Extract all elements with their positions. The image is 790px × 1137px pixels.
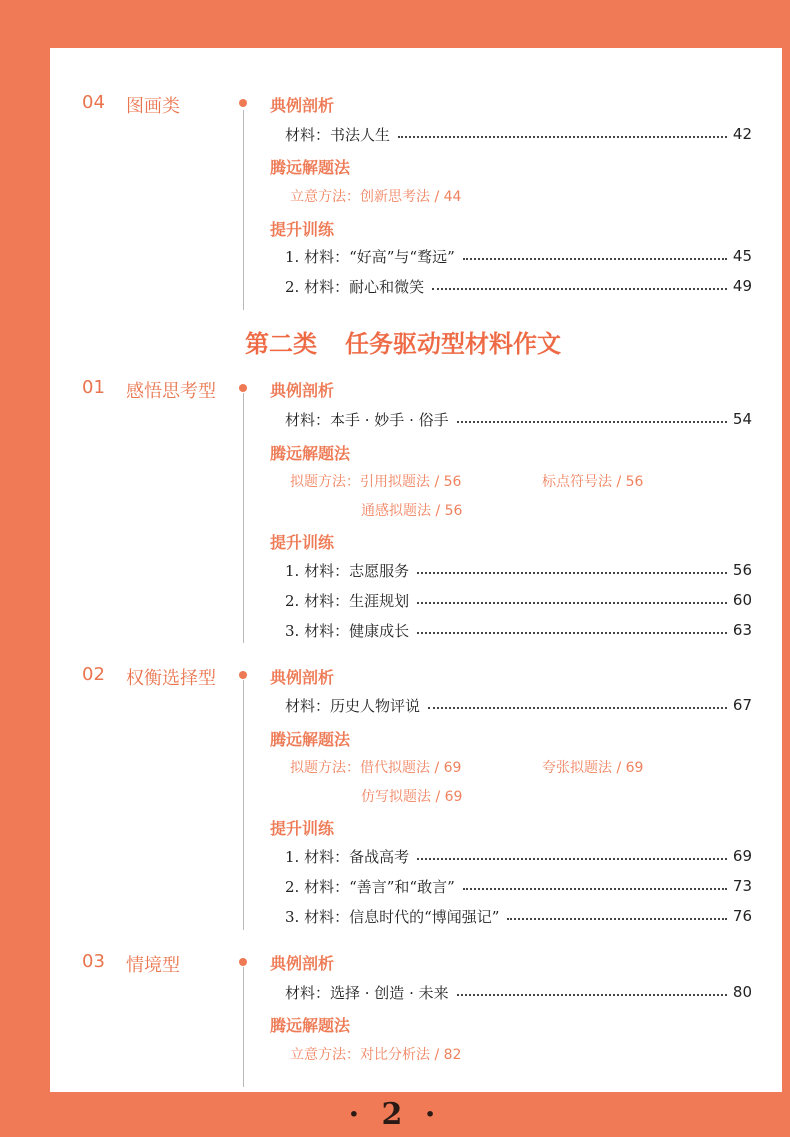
dot-leader: [463, 258, 727, 260]
dot-leader: [417, 572, 727, 574]
entry-title: 3. 材料：健康成长: [285, 621, 410, 640]
entry-page: 73: [732, 877, 752, 895]
method-link[interactable]: 通感拟题法 / 56: [361, 503, 463, 519]
section-number: 04: [82, 92, 105, 113]
dot-leader: [507, 918, 726, 920]
toc-entry[interactable]: [285, 876, 752, 896]
entry-page: 56: [732, 561, 752, 579]
method-link[interactable]: 标点符号法 / 56: [542, 474, 644, 490]
entry-title: 材料：历史人物评说: [285, 696, 421, 715]
page-footer: [0, 1092, 790, 1137]
toc-entry[interactable]: [285, 246, 752, 266]
train-heading: 提升训练: [270, 533, 335, 552]
entry-page: 67: [732, 696, 752, 714]
category-title: 任务驱动型材料作文: [345, 329, 561, 358]
entry-page: 49: [732, 277, 752, 295]
toc-entry[interactable]: [285, 982, 752, 1002]
entry-title: 1. 材料：志愿服务: [285, 561, 410, 580]
entry-title: 材料：本手 · 妙手 · 俗手: [285, 410, 449, 429]
train-heading: 提升训练: [270, 220, 335, 239]
solve-heading: 腾远解题法: [270, 444, 351, 463]
toc-entry[interactable]: [285, 846, 752, 866]
toc-entry[interactable]: [285, 560, 752, 580]
timeline-line-04: [243, 110, 244, 310]
section-number: 02: [82, 664, 105, 685]
toc-entry[interactable]: [285, 409, 752, 429]
dot-leader: [428, 707, 727, 709]
entry-page: 42: [732, 125, 752, 143]
entry-page: 76: [732, 907, 752, 925]
train-heading: 提升训练: [270, 819, 335, 838]
section-title: 权衡选择型: [126, 668, 216, 689]
category-label: 第二类: [245, 329, 317, 358]
page-number: · 2 ·: [348, 1097, 442, 1132]
toc-entry[interactable]: [285, 620, 752, 640]
method-link[interactable]: 拟题方法：引用拟题法 / 56: [290, 474, 462, 490]
toc-entry[interactable]: [285, 906, 752, 926]
entry-page: 54: [732, 410, 752, 428]
entry-page: 69: [732, 847, 752, 865]
entry-page: 60: [732, 591, 752, 609]
method-link[interactable]: 拟题方法：借代拟题法 / 69: [290, 760, 462, 776]
timeline-line-02: [243, 680, 244, 930]
entry-page: 80: [732, 983, 752, 1001]
entry-title: 1. 材料：“好高”与“骛远”: [285, 247, 455, 266]
section-number: 03: [82, 951, 105, 972]
dot-leader: [417, 858, 727, 860]
entry-title: 3. 材料：信息时代的“博闻强记”: [285, 907, 500, 926]
entry-title: 2. 材料：耐心和微笑: [285, 277, 425, 296]
timeline-line-01: [243, 393, 244, 643]
example-heading: 典例剖析: [270, 668, 335, 687]
method-link[interactable]: 夸张拟题法 / 69: [542, 760, 644, 776]
dot-leader: [417, 602, 727, 604]
dot-leader: [432, 288, 727, 290]
dot-leader: [457, 421, 727, 423]
section-title: 感悟思考型: [126, 381, 216, 402]
toc-entry[interactable]: [285, 124, 752, 144]
solve-heading: 腾远解题法: [270, 1016, 351, 1035]
dot-leader: [463, 888, 727, 890]
toc-entry[interactable]: [285, 276, 752, 296]
toc-entry[interactable]: [285, 695, 752, 715]
entry-title: 2. 材料：生涯规划: [285, 591, 410, 610]
section-title: 图画类: [126, 96, 180, 117]
entry-title: 2. 材料：“善言”和“敢言”: [285, 877, 455, 896]
category-heading: [245, 324, 561, 359]
dot-leader: [398, 136, 727, 138]
example-heading: 典例剖析: [270, 96, 335, 115]
timeline-dot: [239, 99, 247, 107]
timeline-dot: [239, 671, 247, 679]
method-link[interactable]: 立意方法：对比分析法 / 82: [290, 1047, 462, 1063]
entry-title: 1. 材料：备战高考: [285, 847, 410, 866]
section-title: 情境型: [126, 955, 180, 976]
solve-heading: 腾远解题法: [270, 730, 351, 749]
timeline-dot: [239, 384, 247, 392]
timeline-dot: [239, 958, 247, 966]
example-heading: 典例剖析: [270, 381, 335, 400]
entry-page: 63: [732, 621, 752, 639]
entry-page: 45: [732, 247, 752, 265]
toc-entry[interactable]: [285, 590, 752, 610]
method-link[interactable]: 仿写拟题法 / 69: [361, 789, 463, 805]
entry-title: 材料：选择 · 创造 · 未来: [285, 983, 449, 1002]
dot-leader: [457, 994, 727, 996]
timeline-line-03: [243, 967, 244, 1087]
example-heading: 典例剖析: [270, 954, 335, 973]
method-link[interactable]: 立意方法：创新思考法 / 44: [290, 189, 462, 205]
dot-leader: [417, 632, 727, 634]
entry-title: 材料：书法人生: [285, 125, 391, 144]
solve-heading: 腾远解题法: [270, 158, 351, 177]
section-number: 01: [82, 377, 105, 398]
